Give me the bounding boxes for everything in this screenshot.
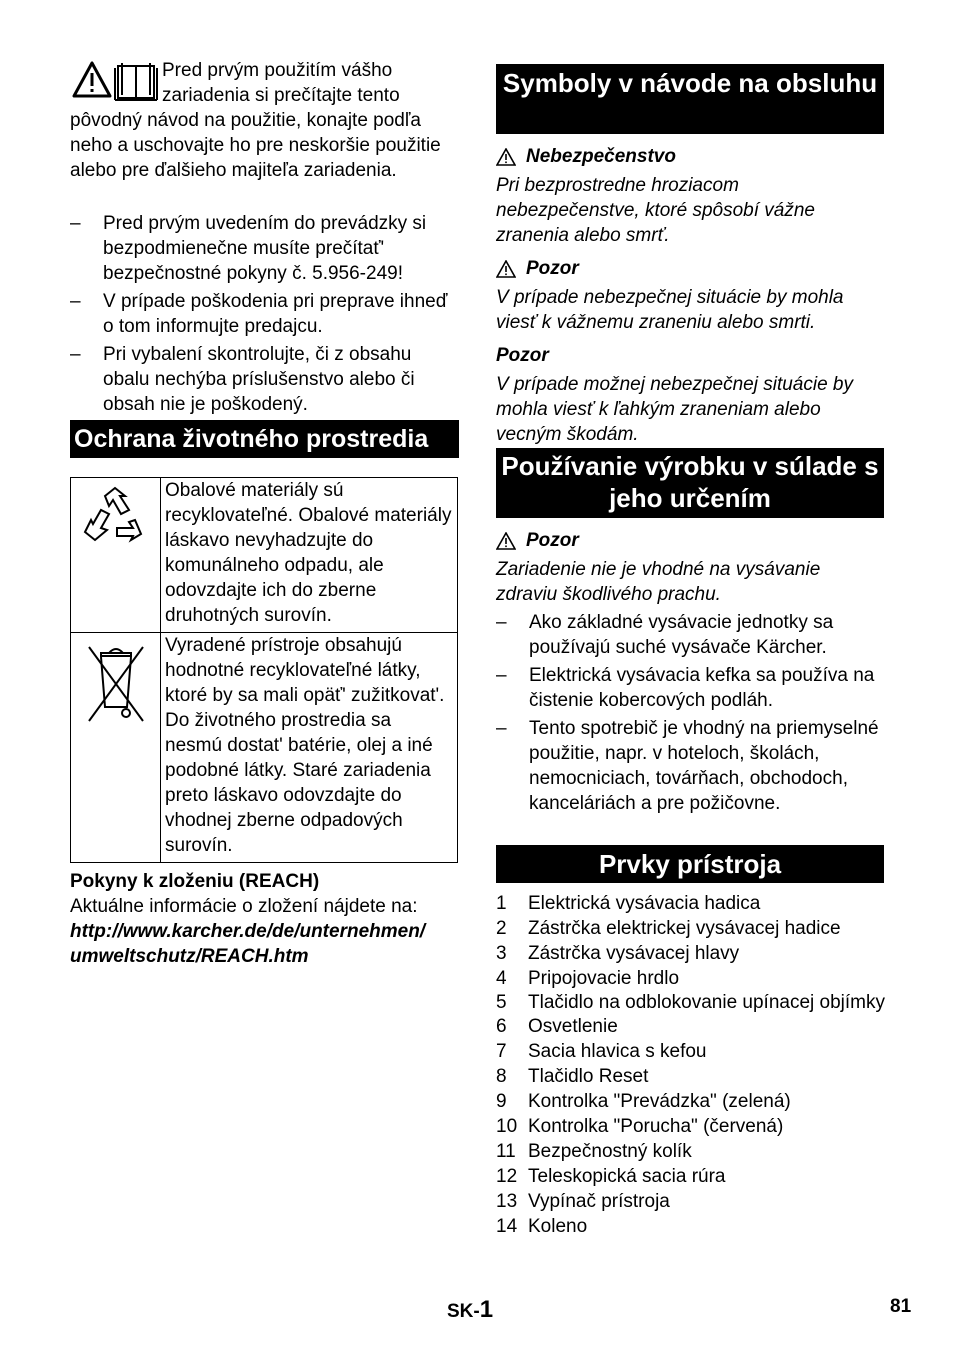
list-item: – Ako základné vysávacie jednotky sa používajú suché vysávače Kärcher. (496, 612, 834, 658)
section-heading-env: Ochrana životného prostredia (70, 420, 459, 458)
list-item: 2 Zástrčka elektrickej vysávacej hadice (496, 918, 841, 939)
warning-title: Pozor (496, 256, 885, 281)
list-item: 5 Tlačidlo na odblokovanie upínacej objímky (496, 992, 885, 1013)
list-item: – V prípade poškodenia pri preprave ihneď o tom informujte predajcu. (70, 291, 448, 337)
list-item: 12 Teleskopická sacia rúra (496, 1166, 726, 1187)
reach-text: Aktuálne informácie o zložení nájdete na: (70, 896, 418, 917)
env-text-cell: Vyradené prístroje obsahujú hodnotné recyklovateľné látky, ktoré by sa mali opäť' zužitkovat'. Do životného prostredia sa nesmú dostat' batérie, olej a iné podobné látky. Staré zariadenia preto láskavo odovzdajte do vhodnej zberne odpadových surovín. (161, 633, 458, 863)
crossed-bin-icon (71, 633, 159, 733)
env-table (70, 477, 458, 863)
warning-title: Pozor (496, 528, 885, 553)
env-text-cell: Obalové materiály sú recyklovateľné. Obalové materiály láskavo nevyhadzujte do komunálneho odpadu, ale odovzdajte ich do zberne druhotných surovín. (161, 478, 458, 633)
list-item: 10 Kontrolka "Porucha" (červená) (496, 1116, 784, 1137)
list-item: – Pri vybalení skontrolujte, či z obsahu obalu nechýba príslušenstvo alebo či obsah nie je poškodený. (70, 344, 415, 415)
caution-text: V prípade možnej nebezpečnej situácie by mohla viesť k ľahkým zraneniam alebo vecným škodám. (496, 374, 854, 445)
list-item: – Tento spotrebič je vhodný na priemyselné použitie, napr. v hoteloch, školách, nemocniciach, továrňach, obchodoch, kanceláriách a pre požičovne. (496, 718, 879, 814)
warning-text: Pri bezprostredne hroziacom nebezpečenstve, ktoré spôsobí vážne zranenia alebo smrť. (496, 175, 815, 246)
intro-bullets (70, 208, 459, 417)
table-row (71, 633, 458, 863)
list-item: 3 Zástrčka vysávacej hlavy (496, 943, 740, 964)
section-heading-symbols: Symboly v návode na obsluhu (496, 64, 884, 134)
symbols-section (496, 144, 885, 447)
caution-title: Pozor (496, 345, 549, 366)
reach-url-line1[interactable]: http://www.karcher.de/de/unternehmen/ (70, 921, 426, 942)
list-item: 1 Elektrická vysávacia hadica (496, 893, 761, 914)
warning-manual-icon (70, 58, 160, 102)
table-row (71, 478, 458, 633)
list-item: 9 Kontrolka "Prevádzka" (zelená) (496, 1091, 791, 1112)
warning-icon (496, 532, 516, 550)
list-item: 14 Koleno (496, 1216, 588, 1237)
intro-text: Pred prvým použitím vášho zariadenia si prečítajte tento pôvodný návod na použitie, konajte podľa neho a uschovajte ho pre neskoršie použitie alebo pre ďalšieho majiteľa zariadenia. (70, 60, 441, 181)
page-number: 81 (890, 1296, 912, 1317)
reach-title: Pokyny k zloženiu (REACH) (70, 871, 320, 892)
warning-icon (496, 148, 516, 166)
env-icon-cell (71, 478, 161, 633)
env-icon-cell (71, 633, 161, 863)
list-item: 13 Vypínač prístroja (496, 1191, 670, 1212)
list-item: 11 Bezpečnostný kolík (496, 1141, 692, 1162)
list-item: – Elektrická vysávacia kefka sa používa na čistenie kobercových podláh. (496, 665, 875, 711)
intro-icons (70, 58, 162, 108)
section-heading-parts: Prvky prístroja (496, 845, 884, 883)
usage-section (496, 528, 885, 816)
parts-list (496, 891, 885, 1239)
section-heading-usage: Používanie výrobku v súlade s jeho určením (496, 448, 884, 518)
reach-section (70, 869, 459, 969)
reach-url-line2[interactable]: umweltschutz/REACH.htm (70, 946, 309, 967)
warning-text: Zariadenie nie je vhodné na vysávanie zdraviu škodlivého prachu. (496, 559, 821, 605)
list-item: 8 Tlačidlo Reset (496, 1066, 649, 1087)
recycle-icon (71, 478, 159, 558)
warning-icon (496, 260, 516, 278)
warning-text: V prípade nebezpečnej situácie by mohla viesť k vážnemu zraneniu alebo smrti. (496, 287, 844, 333)
list-item: 4 Pripojovacie hrdlo (496, 968, 680, 989)
list-item: 6 Osvetlenie (496, 1016, 618, 1037)
intro-paragraph (70, 58, 459, 183)
warning-title: Nebezpečenstvo (496, 144, 885, 169)
list-item: 7 Sacia hlavica s kefou (496, 1041, 707, 1062)
list-item: – Pred prvým uvedením do prevádzky si bezpodmienečne musíte prečítať' bezpečnostné pokyny č. 5.956-249! (70, 213, 427, 284)
footer-language: SK-1 (447, 1296, 494, 1323)
